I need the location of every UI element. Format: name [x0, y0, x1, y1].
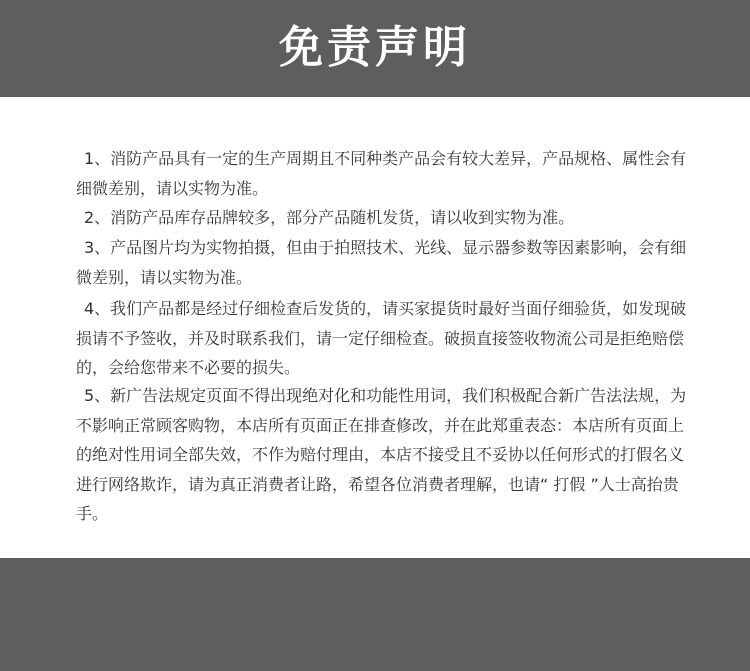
header-band — [0, 0, 750, 97]
footer-band — [0, 558, 750, 671]
disclaimer-content — [0, 97, 750, 558]
disclaimer-item-4: 4、我们产品都是经过仔细检查后发货的，请买家提货时最好当面仔细验货，如发现破损请不予签收，并及时联系我们，请一定仔细检查。破损直接签收物流公司是拒绝赔偿的，会给您带来不必要的损失。 — [76, 299, 687, 377]
disclaimer-item-5: 5、新广告法规定页面不得出现绝对化和功能性用词，我们积极配合新广告法法规，为不影响正常顾客购物，本店所有页面正在排查修改，并在此郑重表态：本店所有页面上的绝对性用词全部失效，不作为赔付理由，本店不接受且不妥协以任何形式的打假名义进行网络欺诈，请为真正消费者让路，希望各位消费者理解，也请“ 打假 ”人士高抬贵手。 — [76, 386, 687, 523]
disclaimer-item-2: 2、消防产品库存品牌较多，部分产品随机发货，请以收到实物为准。 — [84, 208, 575, 227]
disclaimer-item-3: 3、产品图片均为实物拍摄，但由于拍照技术、光线、显示器参数等因素影响，会有细微差别，请以实物为准。 — [76, 238, 687, 287]
disclaimer-item-1: 1、消防产品具有一定的生产周期且不同种类产品会有较大差异，产品规格、属性会有细微差别，请以实物为准。 — [76, 149, 687, 198]
page-title: 免责声明 — [279, 21, 471, 73]
